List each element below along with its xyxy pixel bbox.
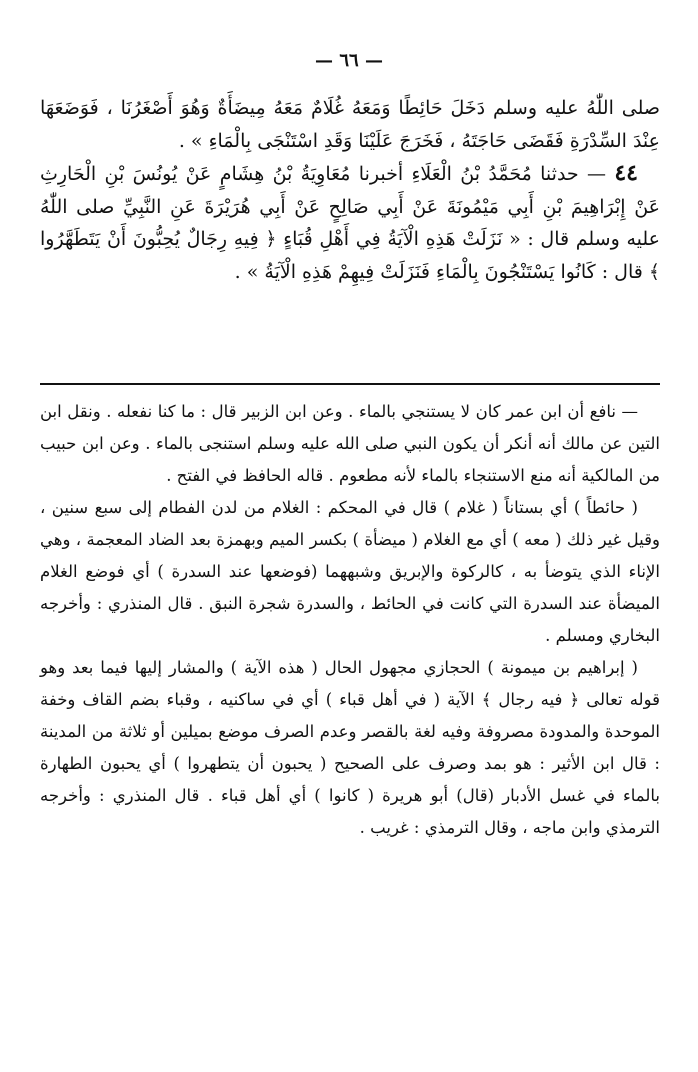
hadith-text: — حدثنا مُحَمَّدُ بْنُ الْعَلَاءِ أخبرنا مُعَاوِيَةُ بْنُ هِشَامٍ عَنْ يُونُسَ بْنِ الْحَارِثِ عَنْ إِبْرَاهِيمَ بْنِ أَبِي مَيْمُونَةَ عَنْ أَبِي صَالِحٍ عَنْ أَبِي هُرَيْرَةَ عَنِ النَّبِيِّ صلى اللّٰهُ عليه وسلم قال : « نَزَلَتْ هَذِهِ الْآيَةُ فِي أَهْلِ قُبَاءٍ ﴿ فِيهِ رِجَالٌ يُحِبُّونَ أَنْ يَتَطَهَّرُوا ﴾ قال : كَانُوا يَسْتَنْجُونَ بِالْمَاءِ فَنَزَلَتْ فِيهِمْ هَذِهِ الْآيَةُ » . bbox=[40, 163, 660, 283]
footnote-divider bbox=[40, 383, 660, 385]
commentary bbox=[40, 396, 660, 844]
hadith-text-continued: صلى اللّٰهُ عليه وسلم دَخَلَ حَائِطًا وَمَعَهُ غُلَامٌ مَعَهُ مِيضَأَةٌ وَهُوَ أَصْغَرُنَا ، فَوَضَعَهَا عِنْدَ السِّدْرَةِ فَقَضَى حَاجَتَهُ ، فَخَرَجَ عَلَيْنَا وَقَدِ اسْتَنْجَى بِالْمَاءِ » . bbox=[40, 97, 660, 152]
hadith-paragraph bbox=[40, 157, 660, 288]
main-text bbox=[40, 92, 660, 288]
hadith-number: ٤٤ bbox=[614, 160, 638, 186]
commentary-paragraph-2: ( حائطاً ) أي بستاناً ( غلام ) قال في المحكم : الغلام من لدن الفطام إلى سبع سنين ، وقيل غير ذلك ( معه ) أي مع الغلام ( ميضأة ) بكسر الميم وبهمزة بعد الضاد المعجمة ، وهي الإناء الذي يتوضأ به ، كالركوة والإبريق وشبههما (فوضعها عند السدرة ) أي فوضع الغلام الميضأة عند السدرة التي كانت في الحائط ، والسدرة شجرة النبق . قال المنذري : وأخرجه البخاري ومسلم . bbox=[40, 498, 660, 645]
page-number: — ٦٦ — bbox=[315, 50, 383, 71]
commentary-paragraph-1: — نافع أن ابن عمر كان لا يستنجي بالماء . وعن ابن الزبير قال : ما كنا نفعله . ونقل ابن التين عن مالك أنه أنكر أن يكون النبي صلى الله عليه وسلم استنجى بالماء . وعن ابن حبيب من المالكية أنه منع الاستنجاء بالماء لأنه مطعوم . قاله الحافظ في الفتح . bbox=[40, 402, 660, 485]
commentary-paragraph-3: ( إبراهيم بن ميمونة ) الحجازي مجهول الحال ( هذه الآية ) والمشار إليها فيما بعد وهو قوله تعالى ﴿ فيه رجال ﴾ الآية ( في أهل قباء ) أي في ساكنيه ، وقباء بضم القاف وخفة الموحدة والمدودة مصروفة وفيه لغة بالقصر وعدم الصرف موضع بميلين أو ثلاثة من المدينة : قال ابن الأثير : هو بمد وصرف على الصحيح ( يحبون أن يتطهروا ) أي يحبون الطهارة بالماء في غسل الأدبار (قال) أبو هريرة ( كانوا ) أي أهل قباء . قال المنذري : وأخرجه الترمذي وابن ماجه ، وقال الترمذي : غريب . bbox=[40, 658, 660, 837]
